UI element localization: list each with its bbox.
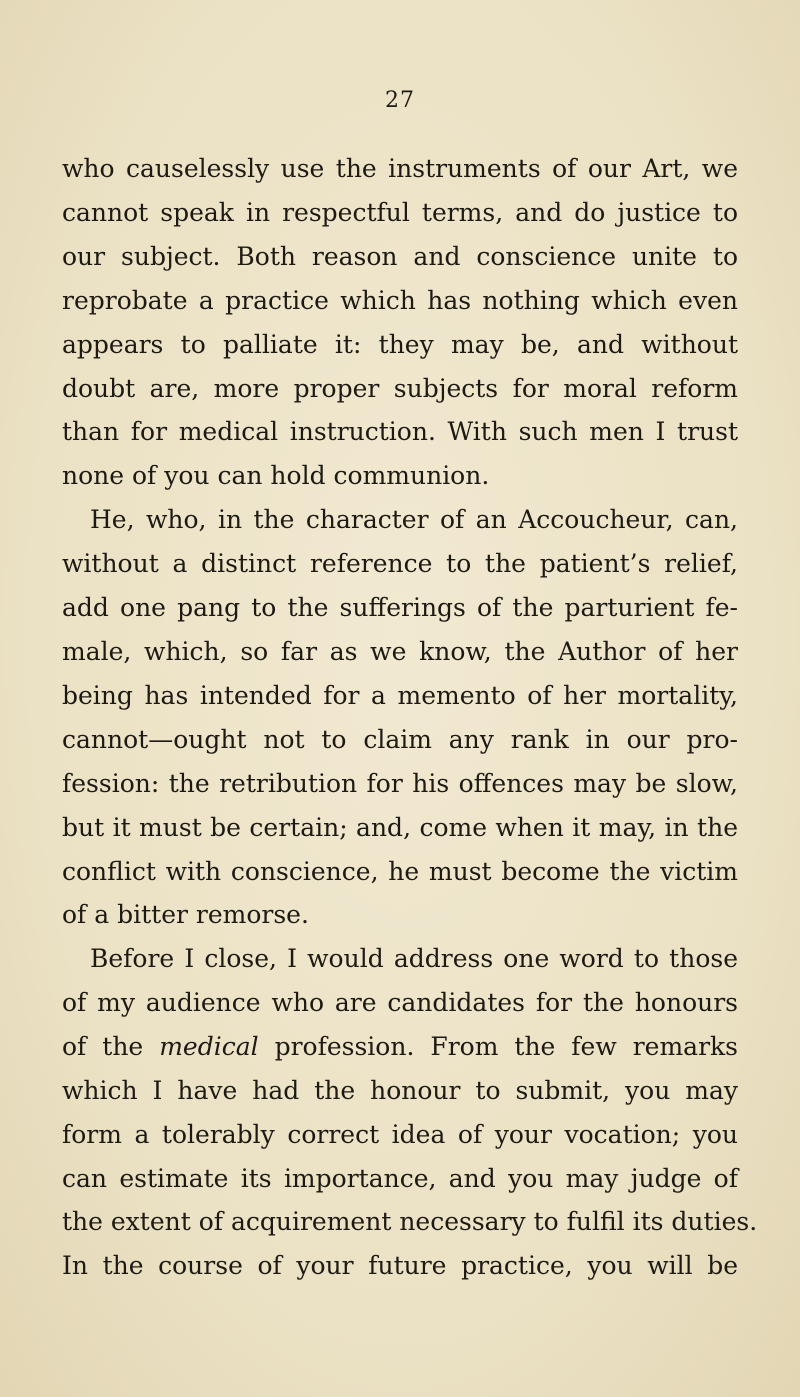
- text-line: cannot speak in respectful terms, and do justice to: [62, 197, 738, 227]
- text-line: doubt are, more proper subjects for moral reform: [62, 373, 738, 403]
- text-line: [62, 1025, 738, 1069]
- text-line: add one pang to the sufferings of the parturient fe-: [62, 593, 738, 623]
- text-line: fession: the retribution for his offences may be slow,: [62, 768, 738, 798]
- text-line: none of you can hold communion.: [62, 461, 490, 491]
- text-line: He, who, in the character of an Accoucheur, can,: [90, 505, 738, 535]
- text-line: form a tolerably correct idea of your vocation; you: [62, 1119, 738, 1149]
- text-line: of a bitter remorse.: [62, 900, 309, 930]
- text-line: our subject. Both reason and conscience unite to: [62, 241, 738, 271]
- paragraph-1: [62, 147, 738, 937]
- text-line: without a distinct reference to the patient’s relief,: [62, 549, 738, 579]
- italic-word: medical: [159, 1031, 259, 1061]
- text-line: cannot—ought not to claim any rank in our pro-: [62, 724, 738, 754]
- text-line: of my audience who are candidates for the honours: [62, 987, 738, 1017]
- text-line: than for medical instruction. With such men I trust: [62, 417, 738, 447]
- text-line: In the course of your future practice, you will be: [62, 1251, 738, 1281]
- paragraph-2: [62, 937, 758, 1288]
- text-line: but it must be certain; and, come when it may, in the: [62, 812, 738, 842]
- text-fragment: of the: [62, 1031, 144, 1061]
- text-line: the extent of acquirement necessary to fulfil its duties.: [62, 1207, 758, 1237]
- text-line: which I have had the honour to submit, you may: [62, 1075, 738, 1105]
- text-line: reprobate a practice which has nothing which even: [62, 285, 738, 315]
- page-number: 27: [385, 88, 415, 113]
- text-line: being has intended for a memento of her mortality,: [62, 680, 738, 710]
- text-fragment: profession. From the few remarks: [274, 1031, 739, 1061]
- text-line: can estimate its importance, and you may judge of: [62, 1163, 738, 1193]
- text-line: male, which, so far as we know, the Author of her: [62, 636, 738, 666]
- text-line: who causelessly use the instruments of our Art, we: [62, 154, 738, 183]
- text-line: conflict with conscience, he must become the victim: [62, 856, 738, 886]
- text-line: Before I close, I would address one word to those: [90, 944, 738, 973]
- text-line: appears to palliate it: they may be, and without: [62, 329, 738, 359]
